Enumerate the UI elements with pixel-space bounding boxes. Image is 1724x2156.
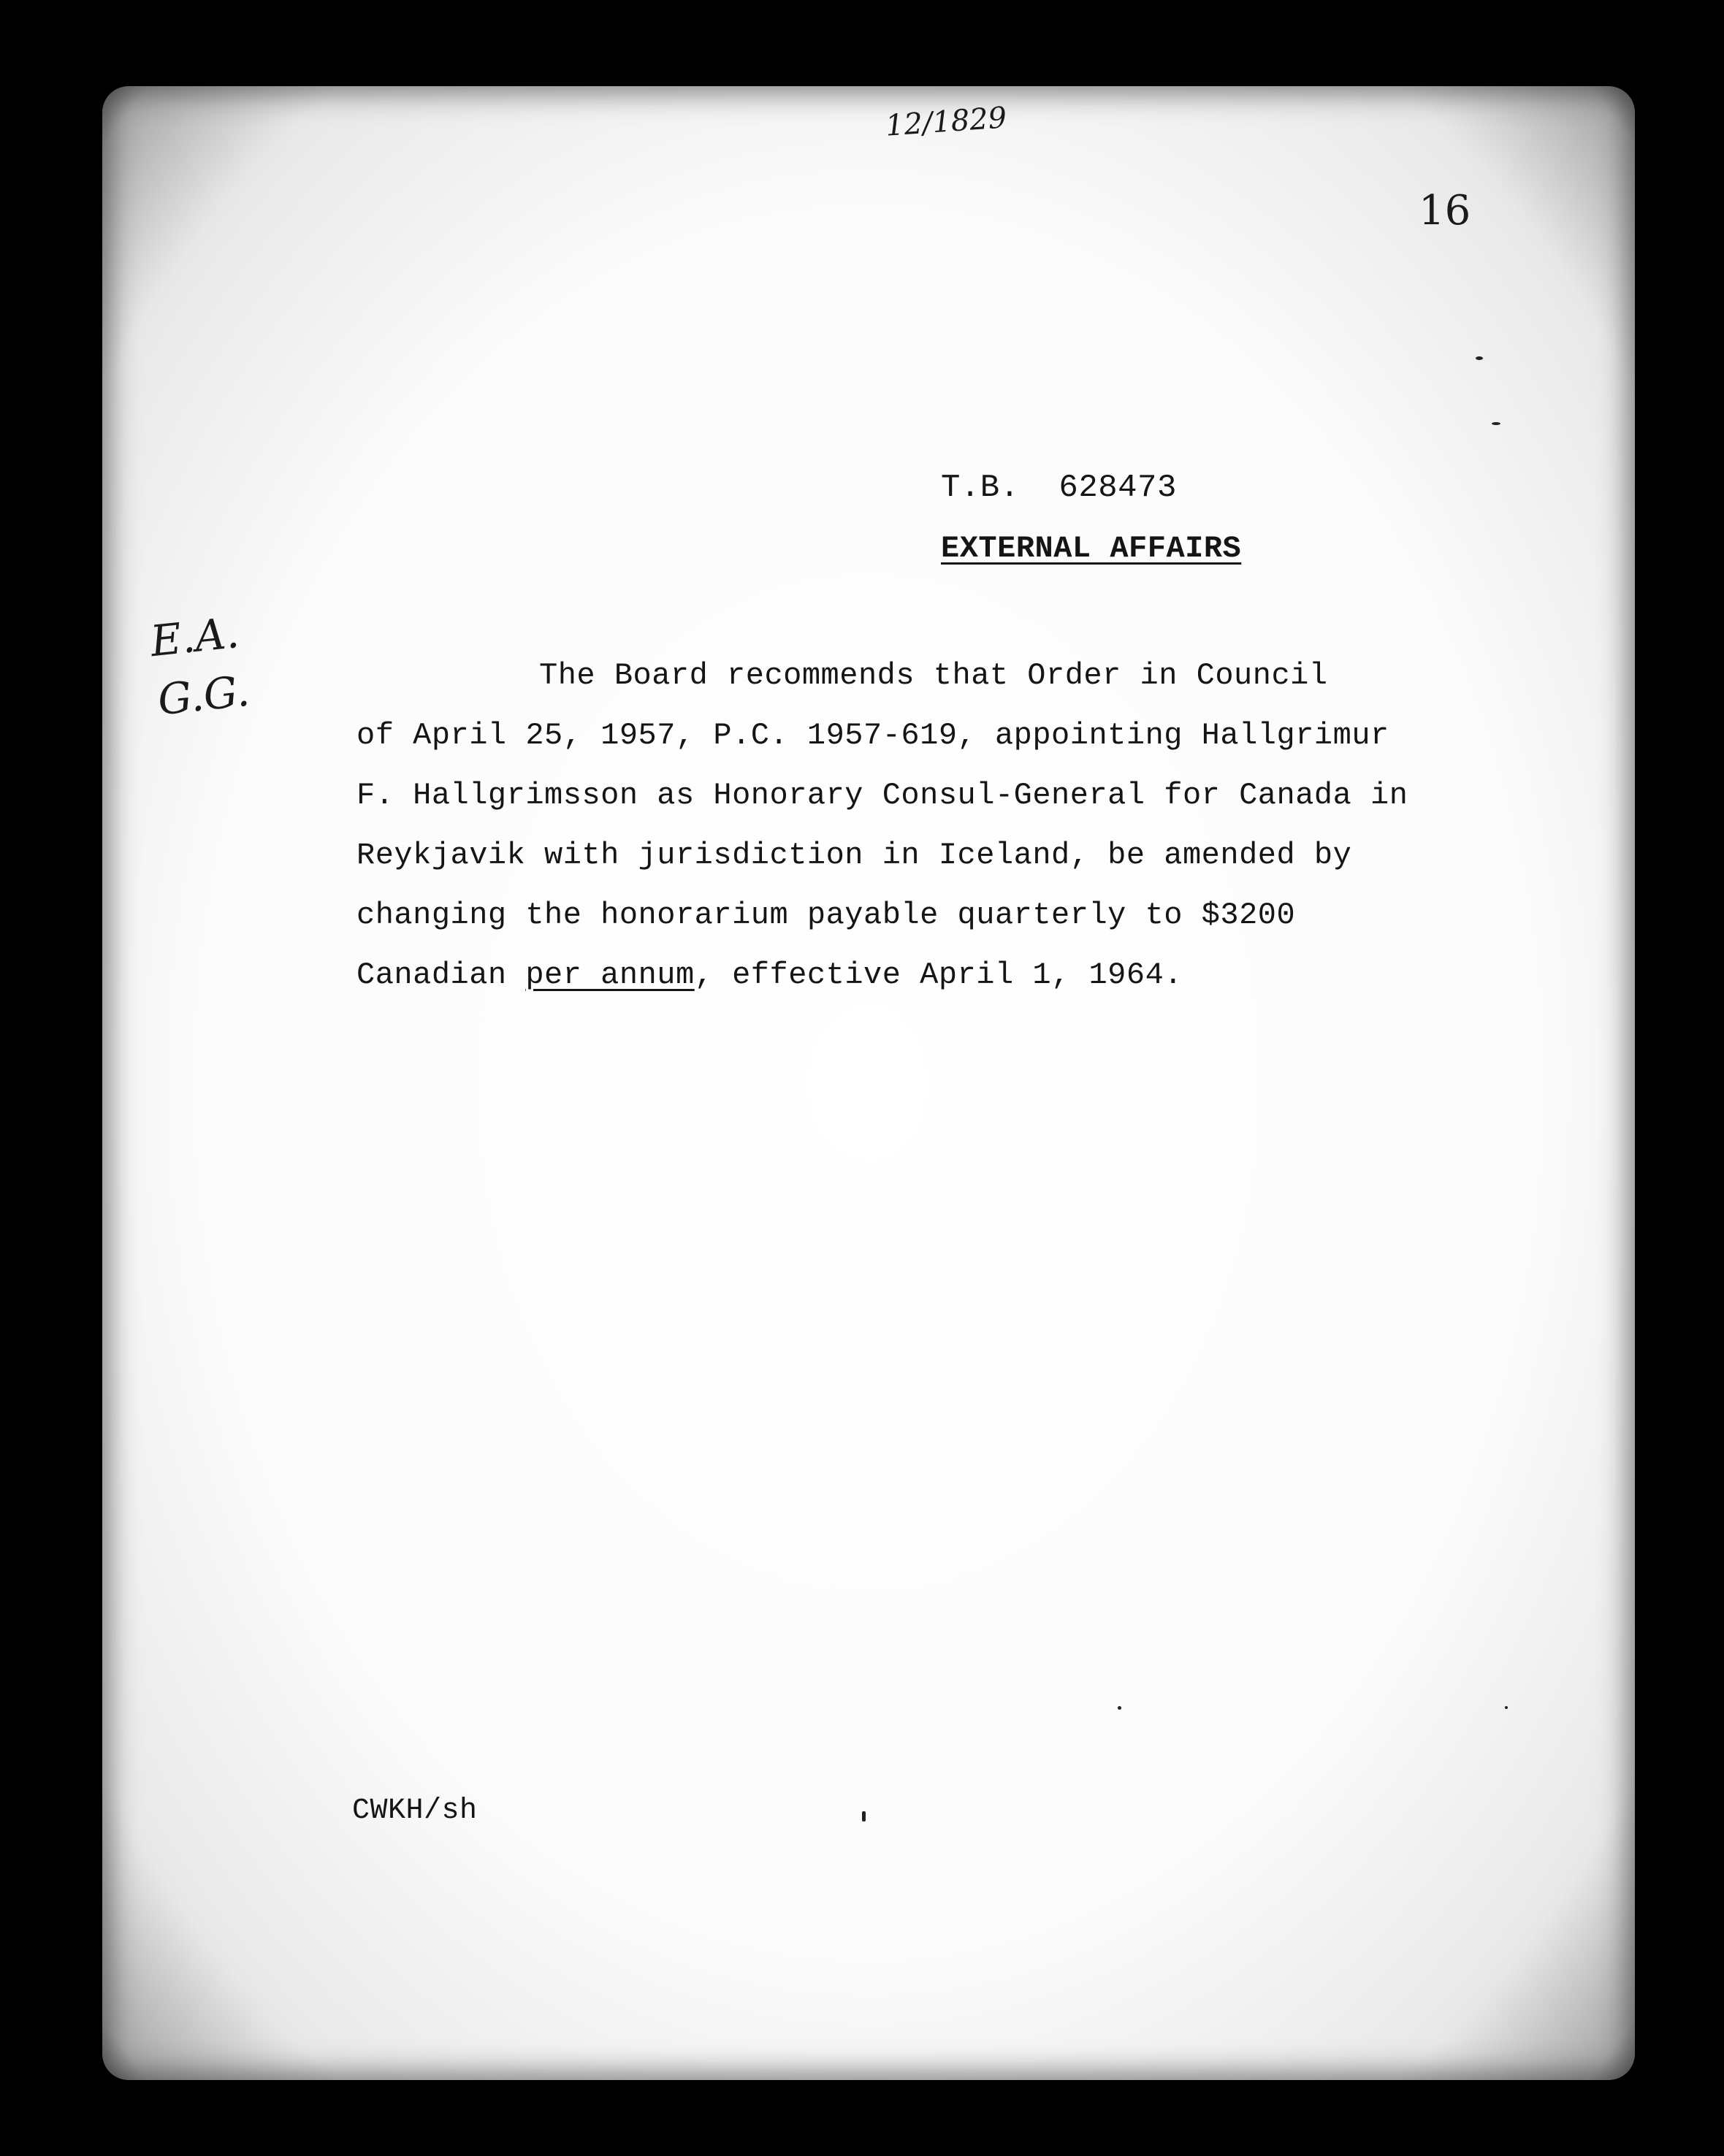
paragraph-line-1: The Board recommends that Order in Council — [539, 658, 1328, 693]
scan-speck — [1492, 422, 1500, 425]
typist-initials: CWKH/sh — [352, 1794, 478, 1827]
tb-number: T.B. 628473 — [941, 470, 1177, 506]
paragraph-line-4: Reykjavik with jurisdiction in Iceland, be amended by — [356, 838, 1352, 873]
document-page — [102, 86, 1635, 2080]
paragraph-line-2: of April 25, 1957, P.C. 1957-619, appointing Hallgrimur — [356, 718, 1389, 753]
scan-speck — [1118, 1706, 1121, 1710]
per-annum-underlined: per annum — [525, 957, 695, 993]
paragraph-line-3: F. Hallgrimsson as Honorary Consul-General for Canada in — [356, 778, 1408, 813]
department-heading: EXTERNAL AFFAIRS — [941, 531, 1242, 566]
margin-note-line-1: E.A. — [148, 607, 242, 667]
scan-speck — [862, 1811, 866, 1821]
file-number-handwritten: 12/1829 — [884, 101, 1008, 143]
paragraph-line-5: changing the honorarium payable quarterly to $3200 — [356, 898, 1296, 933]
margin-note-line-2: G.G. — [155, 665, 252, 725]
line-6-end: , effective April 1, 1964. — [694, 957, 1183, 993]
page-number: 16 — [1419, 187, 1471, 234]
body-paragraph — [356, 649, 1555, 1058]
scan-speck — [1505, 1706, 1508, 1709]
paragraph-line-6 — [356, 957, 1183, 993]
scan-speck — [1476, 356, 1483, 360]
line-6-start: Canadian — [356, 957, 526, 993]
